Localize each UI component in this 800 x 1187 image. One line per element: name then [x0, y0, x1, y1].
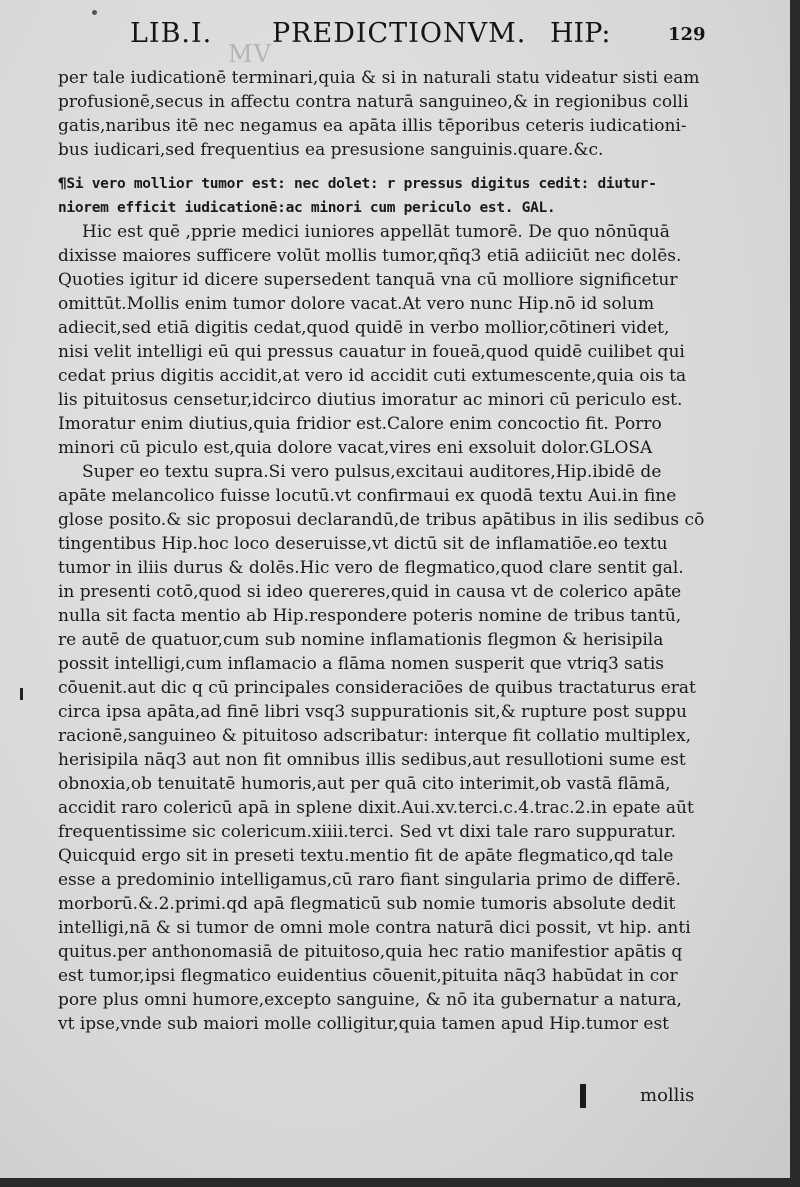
text-line: cedat prius digitis accidit,at vero id accidit cuti extumescente,quia ois ta [58, 366, 687, 386]
text-line: vt ipse,vnde sub maiori molle colligitur,quia tamen apud Hip.tumor est [58, 1014, 670, 1034]
text-line: tumor in iliis durus & dolēs.Hic vero de flegmatico,quod clare sentit gal. [58, 558, 684, 578]
text-line: profusionē,secus in affectu contra naturā sanguineo,& in regionibus colli [58, 92, 689, 112]
text-line: cōuenit.aut dic q cū principales consideraciōes de quibus tractaturus erat [58, 678, 696, 698]
text-line: possit intelligi,cum inflamacio a flāma nomen susperit que vtriq3 satis [58, 654, 665, 674]
running-head-author: HIP: [550, 18, 611, 49]
scan-border-right [790, 0, 800, 1187]
text-line: obnoxia,ob tenuitatē humoris,aut per quā cito interimit,ob vastā flāmā, [58, 774, 671, 794]
text-line: Super eo textu supra.Si vero pulsus,excitaui auditores,Hip.ibidē de [82, 462, 662, 482]
text-line: in presenti cotō,quod si ideo quereres,quid in causa vt de colerico apāte [58, 582, 682, 602]
text-line: apāte melancolico fuisse locutū.vt confirmaui ex quodā textu Aui.in fine [58, 486, 677, 506]
text-line: frequentissime sic colericum.xiiii.terci. Sed vt dixi tale raro suppuratur. [58, 822, 677, 842]
text-line: Imoratur enim diutius,quia fridior est.Calore enim concoctio fit. Porro [58, 414, 662, 434]
text-line: pore plus omni humore,excepto sanguine, & nō ita gubernatur a natura, [58, 990, 682, 1010]
text-line: circa ipsa apāta,ad finē libri vsq3 suppurationis sit,& rupture post suppu [58, 702, 687, 722]
text-line: herisipila nāq3 aut non fit omnibus illis sedibus,aut resullotioni sume est [58, 750, 686, 770]
page-number: 129 [668, 24, 706, 45]
text-line: nisi velit intelligi eū qui pressus cauatur in foueā,quod quidē cuilibet qui [58, 342, 685, 362]
text-line: intelligi,nā & si tumor de omni mole contra naturā dici possit, vt hip. anti [58, 918, 691, 938]
text-body [58, 66, 708, 1036]
text-line: dixisse maiores sufficere volūt mollis tumor,qñq3 etiā adiiciūt nec dolēs. [58, 246, 682, 266]
text-line: Quoties igitur id dicere supersedent tanquā vna cū molliore significetur [58, 270, 678, 290]
margin-mark [20, 688, 23, 700]
text-line: esse a predominio intelligamus,cū raro fiant singularia primo de differē. [58, 870, 681, 890]
text-line: nulla sit facta mentio ab Hip.respondere poteris nomine de tribus tantū, [58, 606, 682, 626]
running-head-title: PREDICTIONVM. [272, 18, 527, 49]
text-line: est tumor,ipsi flegmatico euidentius cōuenit,pituita nāq3 habūdat in cor [58, 966, 678, 986]
ink-spot [92, 10, 97, 15]
text-line: lis pituitosus censetur,idcirco diutius imoratur ac minori cū periculo est. [58, 390, 683, 410]
text-line: racionē,sanguineo & pituitoso adscribatur: interque fit collatio multiplex, [58, 726, 692, 746]
text-line: morborū.&.2.primi.qd apā flegmaticū sub nomie tumoris absolute dedit [58, 894, 676, 914]
lemma-line: ¶Si vero mollior tumor est: nec dolet: r pressus digitus cedit: diutur- [58, 176, 657, 192]
lemma-line: niorem efficit iudicationē:ac minori cum periculo est. GAL. [58, 200, 556, 216]
text-line: gatis,naribus itē nec negamus ea apāta illis tēporibus ceteris iudicationi- [58, 116, 687, 136]
text-line: bus iudicari,sed frequentius ea presusione sanguinis.quare.&c. [58, 140, 604, 160]
text-line: omittūt.Mollis enim tumor dolore vacat.At vero nunc Hip.nō id solum [58, 294, 655, 314]
text-line: minori cū piculo est,quia dolore vacat,vires eni exsoluit dolor.GLOSA [58, 438, 653, 458]
text-line: accidit raro colericū apā in splene dixit.Aui.xv.terci.c.4.trac.2.in epate aūt [58, 798, 694, 818]
text-line: tingentibus Hip.hoc loco deseruisse,vt dictū sit de inflamatiōe.eo textu [58, 534, 668, 554]
text-line: re autē de quatuor,cum sub nomine inflamationis flegmon & herisipila [58, 630, 664, 650]
text-line: per tale iudicationē terminari,quia & si in naturali statu videatur sisti eam [58, 68, 700, 88]
catchword: mollis [640, 1085, 695, 1106]
running-head-book: LIB.I. [130, 18, 213, 49]
text-line: quitus.per anthonomasiā de pituitoso,quia hec ratio manifestior apātis q [58, 942, 683, 962]
text-line: Quicquid ergo sit in preseti textu.mentio fit de apāte flegmatico,qd tale [58, 846, 674, 866]
running-head-show-through: MV [228, 40, 272, 68]
running-head [0, 18, 790, 68]
scan-border-bottom [0, 1178, 800, 1187]
text-line: adiecit,sed etiā digitis cedat,quod quidē in verbo mollior,cōtineri videt, [58, 318, 670, 338]
text-line: glose posito.& sic proposui declarandū,de tribus apātibus in ilis sedibus cō [58, 510, 705, 530]
signature-mark [580, 1084, 586, 1108]
text-line: Hic est quē ,pprie medici iuniores appellāt tumorē. De quo nōnūquā [82, 222, 670, 242]
